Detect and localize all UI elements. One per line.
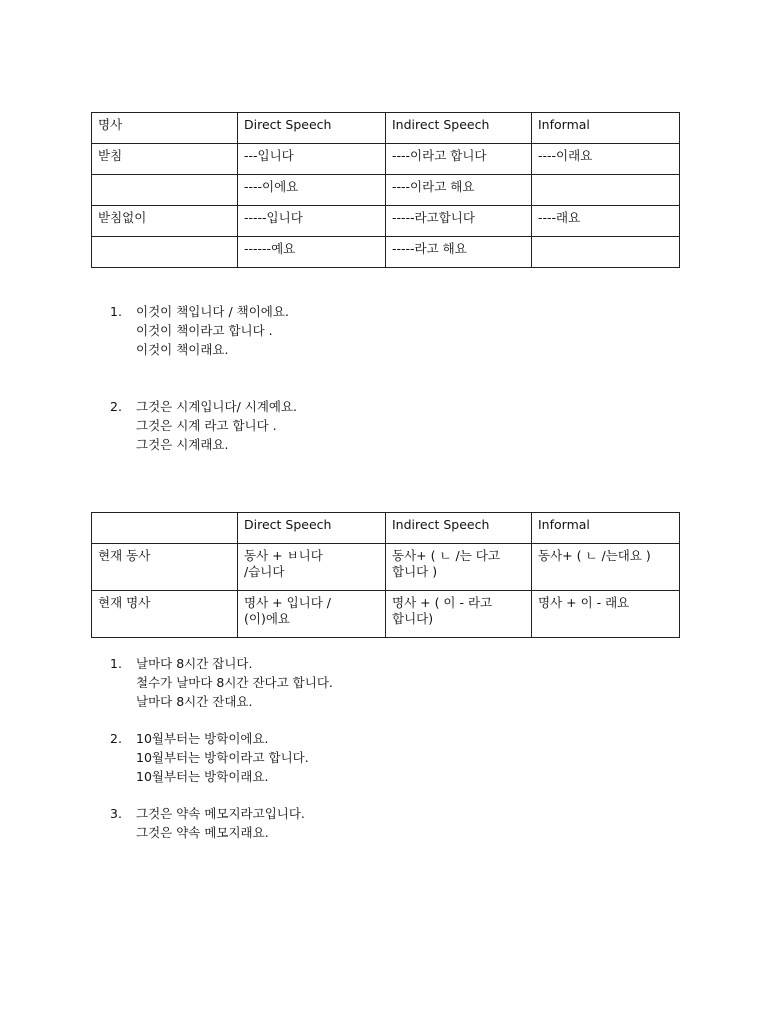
list-number: 1. bbox=[110, 656, 122, 671]
table-cell: 동사+ ( ㄴ /는 다고 합니다 ) bbox=[386, 544, 532, 591]
table-cell: Direct Speech bbox=[238, 113, 386, 144]
list-number: 3. bbox=[110, 806, 122, 821]
example-sentence: 이것이 책이라고 합니다 . bbox=[136, 323, 273, 338]
table-row bbox=[92, 175, 680, 206]
table-cell: 명사 + 입니다 / (이)에요 bbox=[238, 591, 386, 638]
table-cell: ----이라고 해요 bbox=[386, 175, 532, 206]
list-item bbox=[110, 729, 333, 786]
example-sentence: 그것은 시계입니다/ 시계예요. bbox=[136, 399, 298, 414]
table-cell: ------예요 bbox=[238, 237, 386, 268]
table-cell: 현재 동사 bbox=[92, 544, 238, 591]
table-cell: -----라고합니다 bbox=[386, 206, 532, 237]
table-cell: Indirect Speech bbox=[386, 513, 532, 544]
example-sentence: 이것이 책이래요. bbox=[136, 342, 229, 357]
example-sentence: 그것은 약속 메모지라고입니다. bbox=[136, 806, 305, 821]
list-item bbox=[110, 397, 297, 454]
example-sentence: 이것이 책입니다 / 책이에요. bbox=[136, 304, 289, 319]
table-cell bbox=[92, 513, 238, 544]
table-cell bbox=[92, 237, 238, 268]
table-cell: ----이에요 bbox=[238, 175, 386, 206]
table-cell: Informal bbox=[532, 513, 680, 544]
list-item bbox=[110, 302, 297, 359]
table-cell: Direct Speech bbox=[238, 513, 386, 544]
list-item bbox=[110, 804, 333, 842]
table-cell: 명사 + 이 - 래요 bbox=[532, 591, 680, 638]
example-sentence: 그것은 시계래요. bbox=[136, 437, 229, 452]
table-row bbox=[92, 513, 680, 544]
table-row bbox=[92, 544, 680, 591]
table-cell: Indirect Speech bbox=[386, 113, 532, 144]
list-number: 1. bbox=[110, 304, 122, 319]
example-sentence: 그것은 시계 라고 합니다 . bbox=[136, 418, 277, 433]
table-cell: ----이라고 합니다 bbox=[386, 144, 532, 175]
example-sentence: 날마다 8시간 잡니다. bbox=[136, 656, 253, 671]
table-cell: ----래요 bbox=[532, 206, 680, 237]
table-cell bbox=[532, 237, 680, 268]
example-sentence: 10월부터는 방학이에요. bbox=[136, 731, 269, 746]
example-list-nouns bbox=[110, 302, 297, 454]
example-sentence: 철수가 날마다 8시간 잔다고 합니다. bbox=[136, 675, 333, 690]
example-sentence: 10월부터는 방학이라고 합니다. bbox=[136, 750, 309, 765]
list-item bbox=[110, 654, 333, 711]
table-row bbox=[92, 113, 680, 144]
example-list-present bbox=[110, 654, 333, 842]
table-cell: Informal bbox=[532, 113, 680, 144]
speech-table-nouns bbox=[91, 112, 680, 268]
table-cell: -----라고 해요 bbox=[386, 237, 532, 268]
table-cell: 받침없이 bbox=[92, 206, 238, 237]
table-cell: ---입니다 bbox=[238, 144, 386, 175]
example-sentence: 날마다 8시간 잔대요. bbox=[136, 694, 253, 709]
table-cell: 현재 명사 bbox=[92, 591, 238, 638]
table-cell: 동사 + ㅂ니다 /습니다 bbox=[238, 544, 386, 591]
table-cell: 명사 bbox=[92, 113, 238, 144]
table-cell: 받침 bbox=[92, 144, 238, 175]
table-cell: ----이래요 bbox=[532, 144, 680, 175]
speech-table-present bbox=[91, 512, 680, 638]
table-row bbox=[92, 206, 680, 237]
list-number: 2. bbox=[110, 731, 122, 746]
table-row bbox=[92, 237, 680, 268]
list-number: 2. bbox=[110, 399, 122, 414]
table-cell: 동사+ ( ㄴ /는대요 ) bbox=[532, 544, 680, 591]
example-sentence: 그것은 약속 메모지래요. bbox=[136, 825, 269, 840]
table-cell: -----입니다 bbox=[238, 206, 386, 237]
table-cell bbox=[92, 175, 238, 206]
table-cell: 명사 + ( 이 - 라고 합니다) bbox=[386, 591, 532, 638]
example-sentence: 10월부터는 방학이래요. bbox=[136, 769, 269, 784]
table-row bbox=[92, 144, 680, 175]
table-cell bbox=[532, 175, 680, 206]
table-row bbox=[92, 591, 680, 638]
